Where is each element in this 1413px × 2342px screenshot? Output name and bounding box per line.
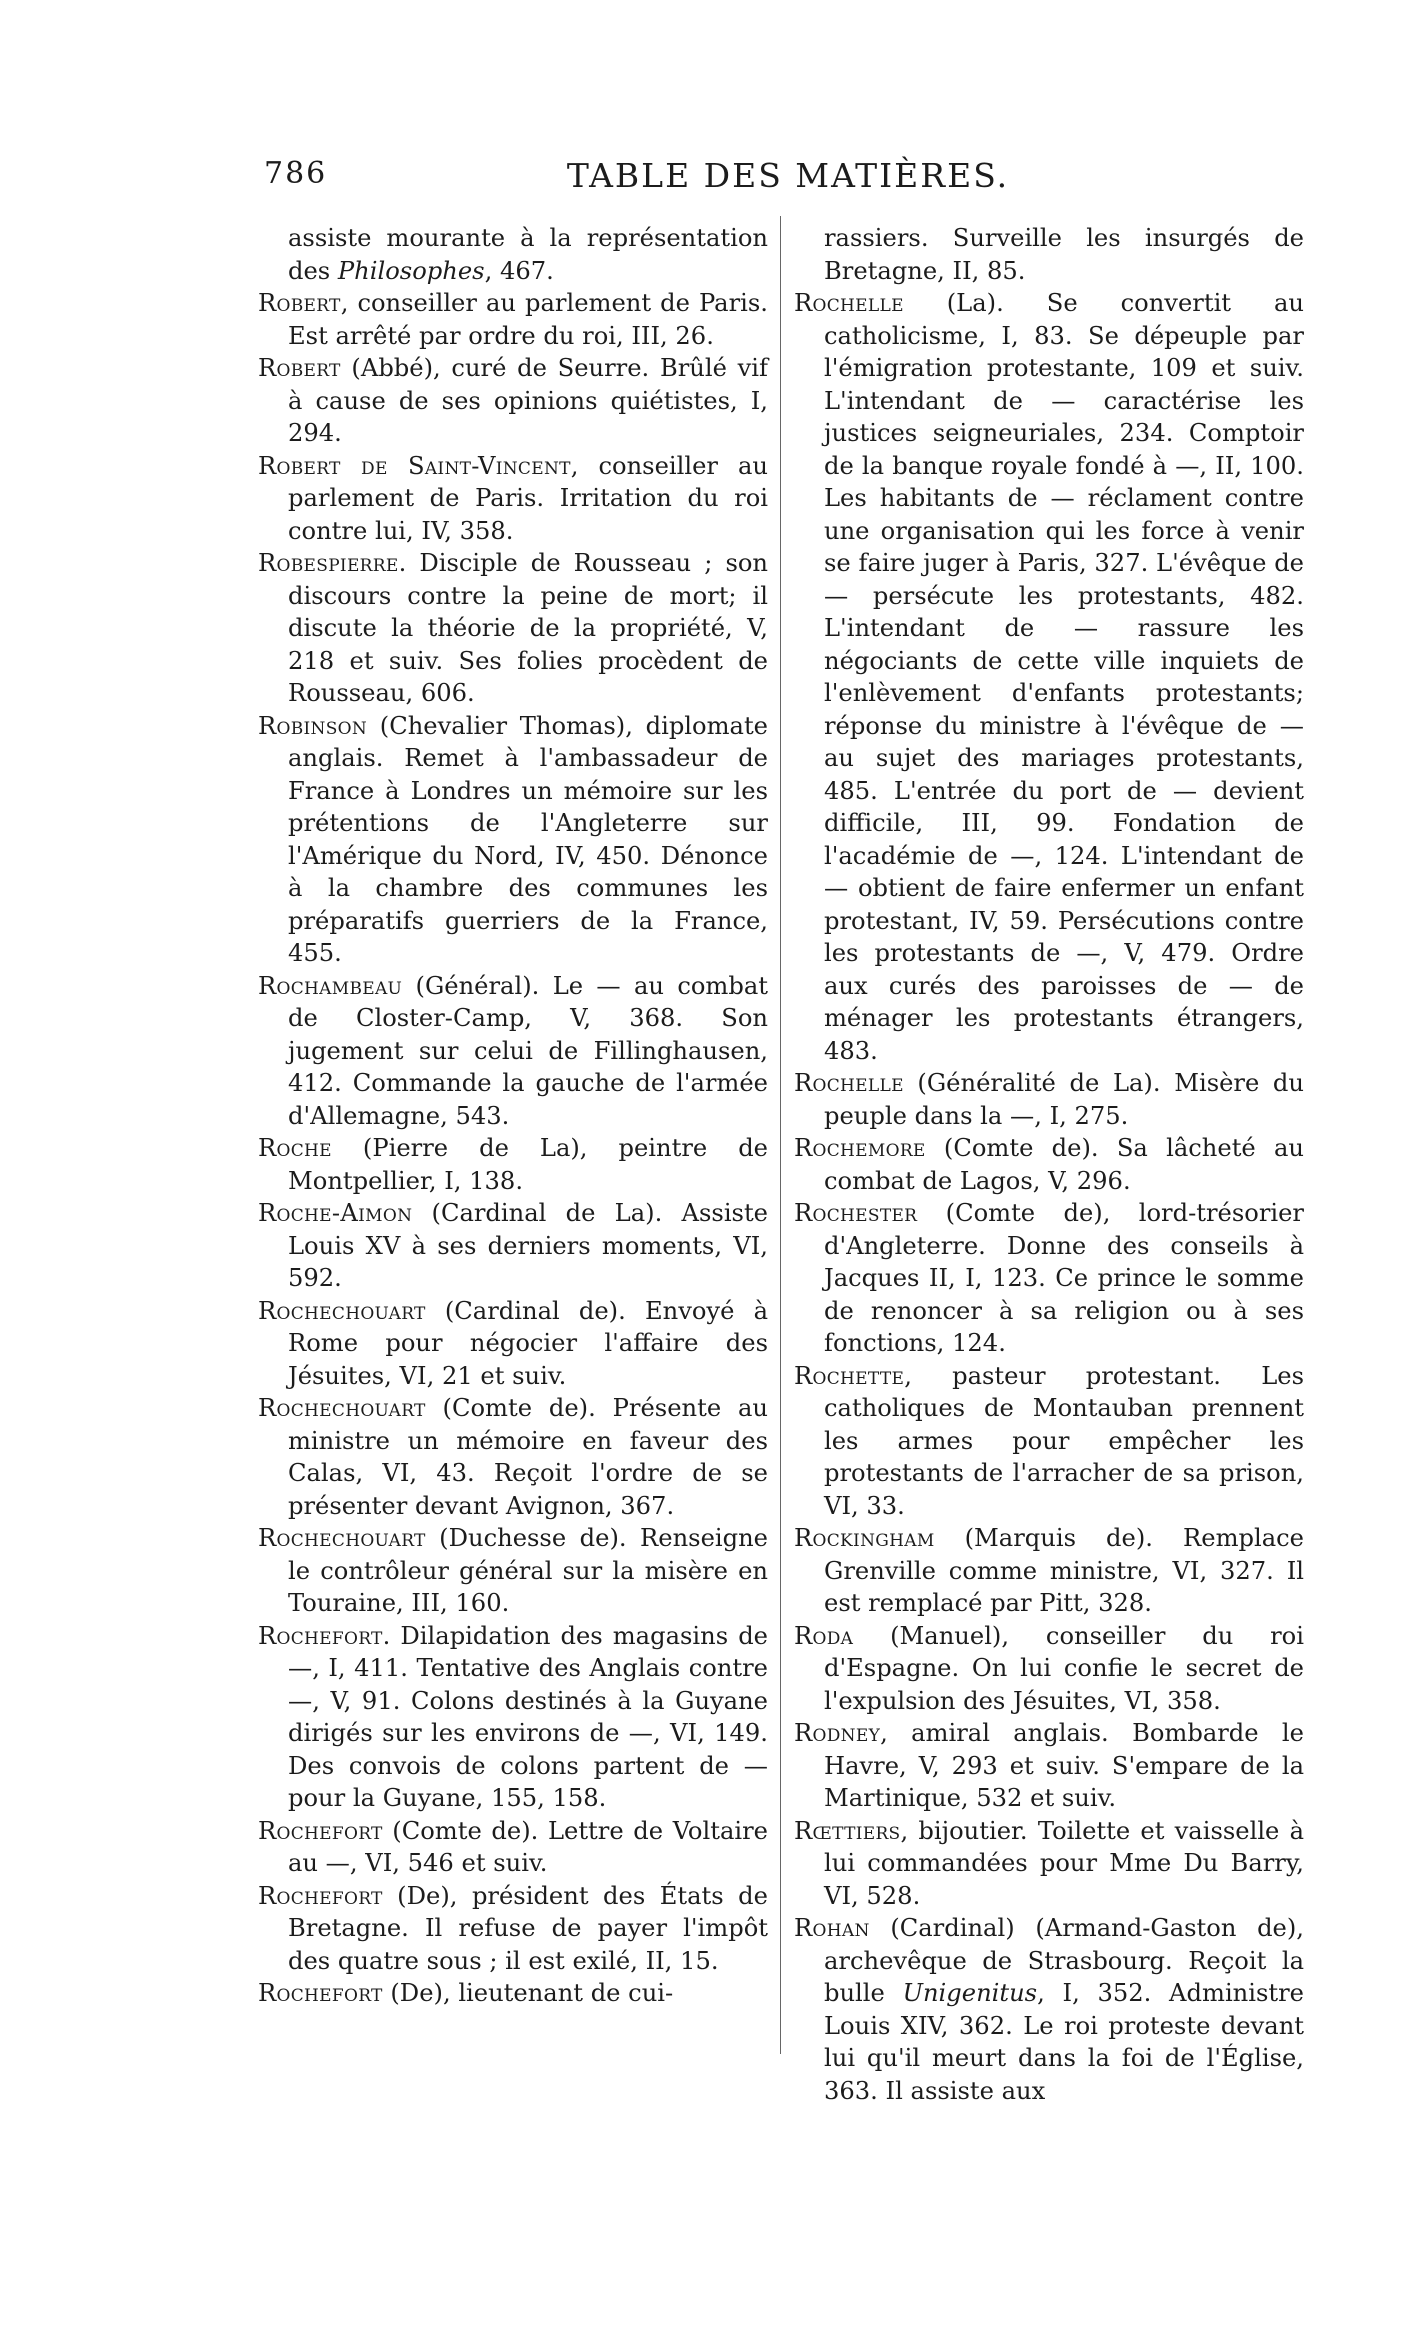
entry-text: (Chevalier Thomas), diplomate anglais. Remet à l'ambassadeur de France à Londres un mémoire sur les prétentions de l'Angleterre sur l'Amérique du Nord, IV, 450. Dénonce à la chambre des communes les préparatifs guerriers de la France, 455. [288,711,768,967]
entry-heading: Roda [794,1621,854,1650]
entry-text: (Comte de), lord-trésorier d'Angleterre. Donne des conseils à Jacques II, I, 123. Ce prince le somme de renoncer à sa religion ou à ses fonctions, 124. [824,1199,1304,1357]
index-entry [794,1132,1304,1197]
entry-text: (Comte de). Présente au ministre un mémoire en faveur des Calas, VI, 43. Reçoit l'ordre de se présenter devant Avignon, 367. [288,1394,768,1520]
index-entry [258,1977,768,2010]
index-entry [258,287,768,352]
entry-text: (De), président des États de Bretagne. Il refuse de payer l'impôt des quatre sous ; il est exilé, II, 15. [288,1881,768,1975]
index-entry [794,1717,1304,1815]
index-entry [258,1132,768,1197]
entry-heading: Rockingham [794,1524,935,1552]
entry-heading: Rochemore [794,1134,926,1162]
entry-text: , pasteur protestant. Les catholiques de Montauban prennent les armes pour empêcher les protestants de l'arracher de sa prison, VI, 33. [824,1361,1304,1520]
page-number: 786 [264,156,328,191]
entry-text: (Manuel), conseiller du roi d'Espagne. On lui confie le secret de l'expulsion des Jésuites, VI, 358. [824,1621,1304,1715]
entry-text: rassiers. Surveille les insurgés de Bretagne, II, 85. [824,224,1304,285]
running-header [264,156,1312,206]
entry-heading: Robespierre [258,549,399,577]
entry-text: . Dilapidation des magasins de —, I, 411. Tentative des Anglais contre —, V, 91. Colons destinés à la Guyane dirigés sur les environs de —, VI, 149. Des convois de colons partent de — pour la Guyane, 155, 158. [288,1621,768,1812]
index-entry [794,1912,1304,2107]
entry-heading: Rochambeau [258,971,403,1000]
entry-text: , bijoutier. Toilette et vaisselle à lui commandées pour Mme Du Barry, VI, 528. [824,1816,1304,1910]
entry-heading: Robinson [258,711,368,740]
index-entry [794,1620,1304,1718]
entry-heading: Rochechouart [258,1524,426,1552]
entry-text: (Pierre de La), peintre de Montpellier, I, 138. [288,1134,768,1195]
index-entry [258,1522,768,1620]
index-entry [794,287,1304,1067]
right-column [794,222,1304,2107]
entry-text: (Duchesse de). Renseigne le contrôleur général sur la misère en Touraine, III, 160. [288,1524,768,1617]
entry-heading: Robert [258,289,341,317]
entry-heading: Rochechouart [258,1296,426,1325]
index-entry [258,970,768,1133]
entry-heading: Rochefort [258,1621,383,1650]
index-entry [794,1522,1304,1620]
entry-text-tail: , 467. [484,256,554,285]
index-entry [258,1295,768,1393]
entry-heading: Rodney [794,1719,881,1747]
index-entry [258,450,768,548]
entry-text: (Abbé), curé de Seurre. Brûlé vif à cause de ses opinions quiétistes, I, 294. [288,354,768,447]
entry-text: . Disciple de Rousseau ; son discours contre la peine de mort; il discute la théorie de la propriété, V, 218 et suiv. Ses folies procèdent de Rousseau, 606. [288,549,768,707]
entry-text: (Cardinal de). Envoyé à Rome pour négocier l'affaire des Jésuites, VI, 21 et suiv. [288,1296,768,1390]
entry-heading: Robert de Saint-Vincent [258,451,571,480]
index-entry [258,1392,768,1522]
entry-text: (Général). Le — au combat de Closter-Camp, V, 368. Son jugement sur celui de Fillinghausen, 412. Commande la gauche de l'armée d'Allemagne, 543. [288,971,768,1130]
entry-heading: Rochechouart [258,1394,426,1422]
entry-heading: Robert [258,354,341,382]
entry-heading: Rochelle [794,1069,904,1097]
entry-text: (Comte de). Sa lâcheté au combat de Lagos, V, 296. [824,1134,1304,1195]
column-divider [780,216,781,2054]
index-entry [258,710,768,970]
entry-heading: Rœttiers [794,1816,901,1845]
entry-heading: Roche [258,1134,332,1162]
entry-text: (Comte de). Lettre de Voltaire au —, VI, 546 et suiv. [288,1816,768,1877]
entry-text: , conseiller au parlement de Paris. Est arrêté par ordre du roi, III, 26. [288,289,768,350]
entry-italic-title: Unigenitus [902,1979,1038,2007]
entry-text: (Marquis de). Remplace Grenville comme ministre, VI, 327. Il est remplacé par Pitt, 328. [824,1524,1304,1617]
entry-text: (Généralité de La). Misère du peuple dans la —, I, 275. [824,1069,1304,1130]
index-entry [258,1197,768,1295]
entry-heading: Rochester [794,1199,918,1227]
entry-text: (Cardinal) (Armand-Gaston de), archevêque de Strasbourg. Reçoit la bulle [824,1914,1304,2007]
index-entry [794,1197,1304,1360]
page-title: TABLE DES MATIÈRES. [566,156,1010,195]
entry-italic-title: Philosophes [337,256,485,285]
index-entry [258,1880,768,1978]
left-column [258,222,768,2010]
index-entry [794,1067,1304,1132]
index-entry [258,1815,768,1880]
index-entry [794,1360,1304,1523]
entry-text: (La). Se convertit au catholicisme, I, 83. Se dépeuple par l'émigration protestante, 109 et suiv. L'intendant de — caractérise les justices seigneuriales, 234. Comptoir de la banque royale fondé à —, II, 100. Les habitants de — réclament contre une organisation qui les force à venir se faire juger à Paris, 327. L'évêque de — persécute les protestants, 482. L'intendant de — rassure les négociants de cette ville inquiets de l'enlèvement d'enfants protestants; réponse du ministre à l'évêque de — au sujet des mariages protestants, 485. L'entrée du port de — devient difficile, III, 99. Fondation de l'académie de —, 124. L'intendant de — obtient de faire enfermer un enfant protestant, IV, 59. Persécutions contre les protestants de —, V, 479. Ordre aux curés des paroisses de — de ménager les protestants étrangers, 483. [824,289,1304,1065]
entry-heading: Rochefort [258,1979,383,2007]
index-entry [794,222,1304,287]
index-entry [258,222,768,287]
entry-text-tail: , I, 352. Administre Louis XIV, 362. Le roi proteste devant lui qu'il meurt dans la foi de l'Église, 363. Il assiste aux [824,1979,1304,2105]
index-entry [258,547,768,710]
entry-text: (Cardinal de La). Assiste Louis XV à ses derniers moments, VI, 592. [288,1199,768,1292]
entry-heading: Rochefort [258,1816,383,1845]
entry-text: , conseiller au parlement de Paris. Irritation du roi contre lui, IV, 358. [288,451,768,545]
entry-heading: Rochelle [794,289,904,317]
entry-text: assiste mourante à la représentation des [288,224,768,285]
entry-heading: Rohan [794,1914,870,1942]
entry-heading: Roche-Aimon [258,1199,413,1227]
entry-text: (De), lieutenant de cui- [382,1979,674,2007]
entry-heading: Rochefort [258,1881,383,1910]
index-entry [794,1815,1304,1913]
index-entry [258,1620,768,1815]
index-entry [258,352,768,450]
entry-heading: Rochette [794,1361,905,1390]
entry-text: , amiral anglais. Bombarde le Havre, V, 293 et suiv. S'empare de la Martinique, 532 et suiv. [824,1719,1304,1812]
